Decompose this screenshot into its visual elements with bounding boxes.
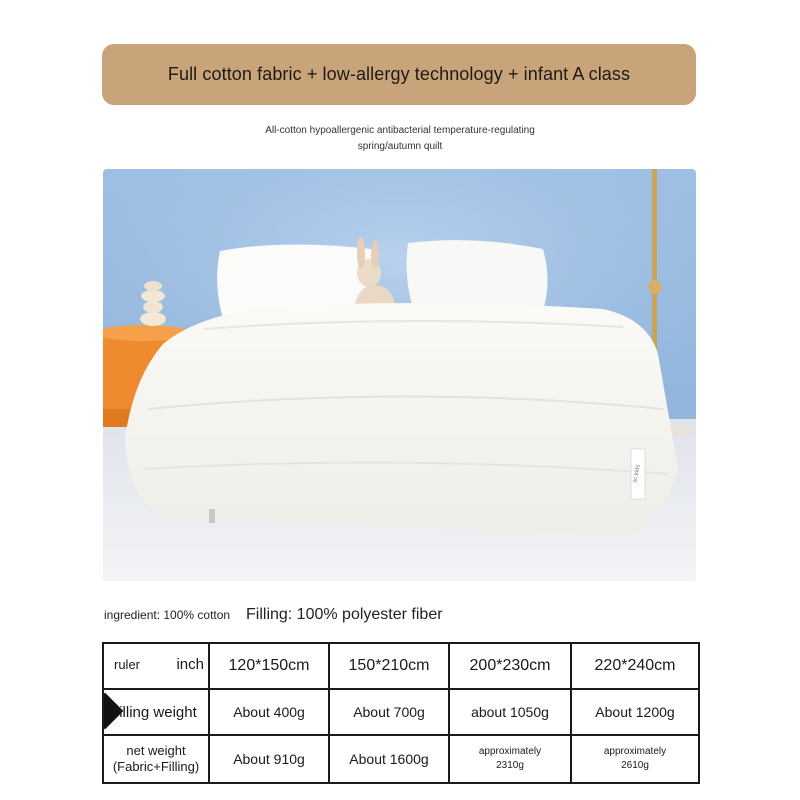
net-weight-cell [449,735,571,783]
net-weight-qualifier: approximately [478,746,542,757]
net-weight-cell [209,735,329,783]
ingredient-text: ingredient: 100% cotton [104,608,231,622]
net-weight-value: About 1600g [349,751,429,767]
net-weight-sublabel: (Fabric+Filling) [112,759,200,774]
ruler-header-cell [103,643,209,689]
filling-text: Filling: 100% polyester fiber [246,606,443,623]
filling-weight-cell: About 400g [209,689,329,735]
subtitle-line-2: spring/autumn quilt [357,141,443,152]
filling-weight-label: illing weight [119,703,197,721]
filling-weight-cell: about 1050g [449,689,571,735]
headline-text: Full cotton fabric + low-allergy technology + infant A class [167,64,631,84]
size-cell: 120*150cm [209,643,329,689]
unit-label: inch [176,656,204,673]
headline-banner [102,44,696,105]
net-weight-cell [329,735,449,783]
subtitle-line-1: All-cotton hypoallergenic antibacterial temperature-regulating [265,125,535,136]
net-weight-value: 2610g [621,760,649,771]
net-weight-cell [571,735,699,783]
quilt-tag-text: sc.kids [632,464,642,484]
product-photo [103,169,696,581]
table-row-filling-weight [103,689,699,735]
net-weight-label: net weight [126,743,186,758]
size-cell: 200*230cm [449,643,571,689]
size-spec-table [102,642,700,784]
filling-weight-cell: About 1200g [571,689,699,735]
size-cell: 150*210cm [329,643,449,689]
net-weight-qualifier: approximately [603,746,667,757]
bed-quilt-illustration [103,169,696,581]
net-weight-value: 2310g [496,760,524,771]
net-weight-value: About 910g [233,751,305,767]
net-weight-header-cell [103,735,209,783]
table-row-sizes [103,643,699,689]
size-cell: 220*240cm [571,643,699,689]
filling-weight-header-cell [103,689,209,735]
filling-weight-cell: About 700g [329,689,449,735]
product-subtitle [200,123,600,155]
ruler-label: ruler [114,657,141,672]
table-row-net-weight [103,735,699,783]
